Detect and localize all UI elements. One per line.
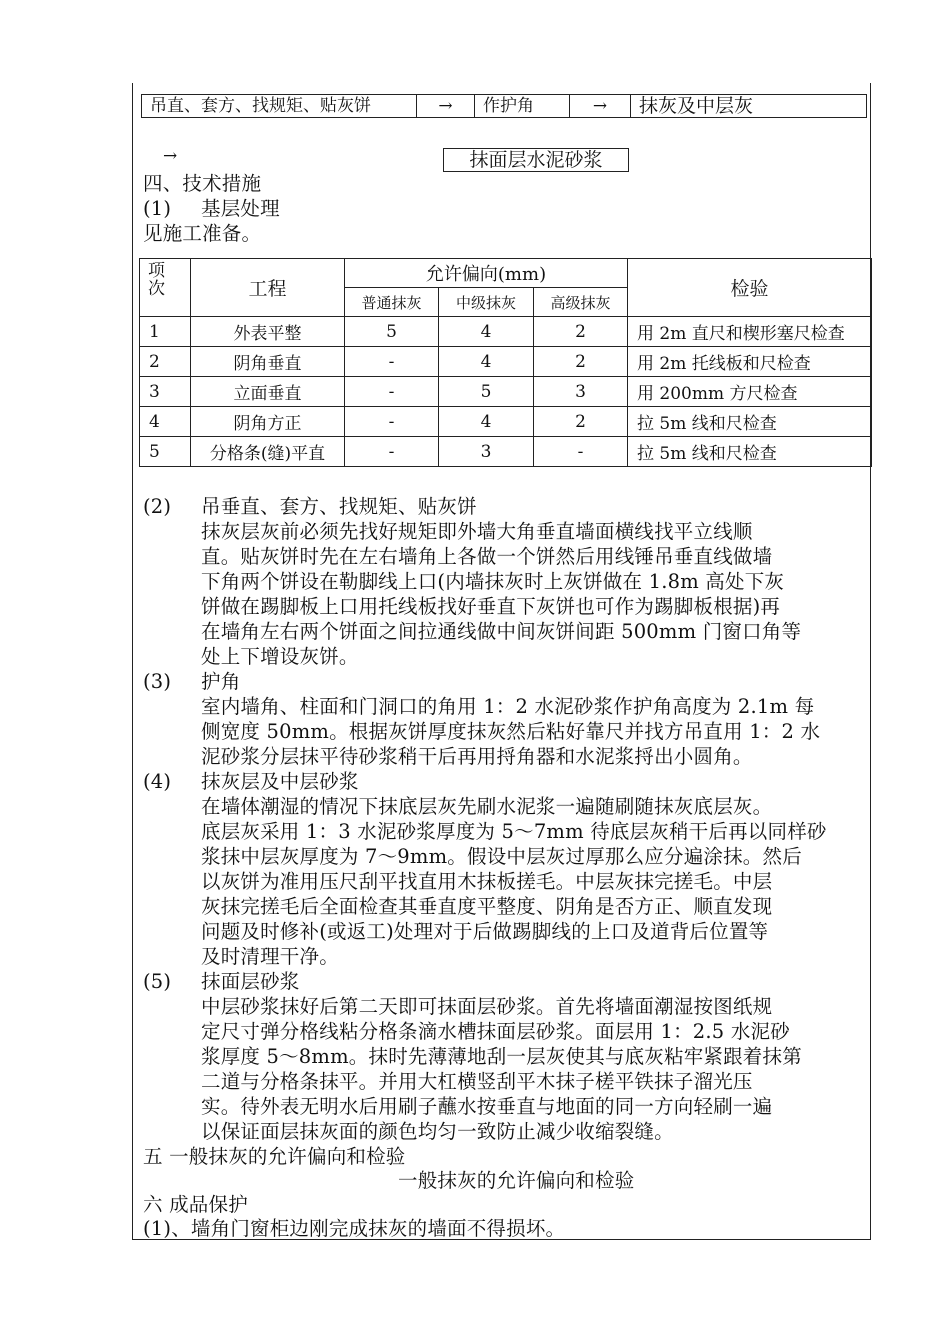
sub-1-title: 基层处理	[201, 197, 280, 220]
header-project: 工程	[191, 259, 345, 317]
cell-medium: 5	[439, 377, 534, 407]
header-normal: 普通抹灰	[345, 288, 439, 317]
cell-no: 1	[140, 317, 191, 347]
cell-inspect: 用 2m 托线板和尺检查	[628, 347, 872, 377]
cell-normal: -	[345, 407, 439, 437]
cell-inspect: 拉 5m 线和尺检查	[628, 437, 872, 467]
cell-normal: -	[345, 437, 439, 467]
cell-medium: 3	[439, 437, 534, 467]
sub-4-line: 及时清理干净。	[201, 945, 339, 968]
tolerance-table	[139, 258, 872, 467]
sub-4-title: 抹灰层及中层砂浆	[201, 770, 359, 793]
flow-step-3: 抹灰及中层灰	[630, 94, 867, 118]
cell-no: 3	[140, 377, 191, 407]
cell-no: 5	[140, 437, 191, 467]
cell-project: 分格条(缝)平直	[191, 437, 345, 467]
sub-4-num: (4)	[143, 770, 172, 793]
cell-normal: -	[345, 377, 439, 407]
table-row	[140, 317, 872, 347]
table-row	[140, 407, 872, 437]
table-row	[140, 347, 872, 377]
cell-no: 2	[140, 347, 191, 377]
section-6-title: 六 成品保护	[143, 1193, 248, 1216]
cell-normal: 5	[345, 317, 439, 347]
sub-2-line: 饼做在踢脚板上口用托线板找好垂直下灰饼也可作为踢脚板根据)再	[201, 595, 781, 618]
sub-2-line: 在墙角左右两个饼面之间拉通线做中间灰饼间距 500mm 门窗口角等	[201, 620, 802, 643]
cell-medium: 4	[439, 407, 534, 437]
sub-4-line: 以灰饼为准用压尺刮平找直用木抹板搓毛。中层灰抹完搓毛。中层	[201, 870, 773, 893]
cell-high: 2	[534, 347, 628, 377]
flow-step-4: 抹面层水泥砂浆	[443, 148, 629, 172]
header-item-line1: 项	[148, 261, 165, 281]
section-5-caption: 一般抹灰的允许偏向和检验	[398, 1169, 635, 1192]
flow-arrow-1: →	[416, 94, 475, 118]
sub-5-line: 以保证面层抹灰面的颜色均匀一致防止减少收缩裂缝。	[201, 1120, 674, 1143]
sub-5-line: 定尺寸弹分格线粘分格条滴水槽抹面层砂浆。面层用 1：2.5 水泥砂	[201, 1020, 790, 1043]
cell-high: 2	[534, 317, 628, 347]
sub-2-line: 下角两个饼设在勒脚线上口(内墙抹灰时上灰饼做在 1.8m 高处下灰	[201, 570, 785, 593]
sub-2-num: (2)	[143, 495, 172, 518]
sub-4-line: 浆抹中层灰厚度为 7～9mm。假设中层灰过厚那么应分遍涂抹。然后	[201, 845, 802, 868]
sub-4-line: 灰抹完搓毛后全面检查其垂直度平整度、阴角是否方正、顺直发现	[201, 895, 773, 918]
sub-4-line: 底层灰采用 1：3 水泥砂浆厚度为 5～7mm 待底层灰稍干后再以同样砂	[201, 820, 827, 843]
section-4-title: 四、技术措施	[143, 172, 262, 195]
sub-4-line: 问题及时修补(或返工)处理对于后做踢脚线的上口及道背后位置等	[201, 920, 769, 943]
sub-3-line: 侧宽度 50mm。根据灰饼厚度抹灰然后粘好靠尺并找方吊直用 1：2 水	[201, 720, 821, 743]
header-inspect: 检验	[628, 259, 872, 317]
table-row	[140, 437, 872, 467]
header-high: 高级抹灰	[534, 288, 628, 317]
cell-project: 外表平整	[191, 317, 345, 347]
sub-1-text: 见施工准备。	[143, 222, 262, 245]
cell-high: -	[534, 437, 628, 467]
cell-high: 2	[534, 407, 628, 437]
cell-inspect: 拉 5m 线和尺检查	[628, 407, 872, 437]
cell-project: 阴角方正	[191, 407, 345, 437]
flow-arrow-3: →	[163, 146, 178, 166]
cell-inspect: 用 200mm 方尺检查	[628, 377, 872, 407]
sub-2-line: 直。贴灰饼时先在左右墙角上各做一个饼然后用线锤吊垂直线做墙	[201, 545, 773, 568]
cell-medium: 4	[439, 347, 534, 377]
sub-2-line: 抹灰层灰前必须先找好规矩即外墙大角垂直墙面横线找平立线顺	[201, 520, 753, 543]
cell-high: 3	[534, 377, 628, 407]
sub-5-line: 实。待外表无明水后用刷子蘸水按垂直与地面的同一方向轻刷一遍	[201, 1095, 773, 1118]
flow-arrow-2: →	[569, 94, 631, 118]
cell-project: 阴角垂直	[191, 347, 345, 377]
cell-medium: 4	[439, 317, 534, 347]
sub-5-line: 中层砂浆抹好后第二天即可抹面层砂浆。首先将墙面潮湿按图纸规	[201, 995, 773, 1018]
flow-step-2: 作护角	[474, 94, 570, 118]
sub-5-line: 浆厚度 5～8mm。抹时先薄薄地刮一层灰使其与底灰粘牢紧跟着抹第	[201, 1045, 802, 1068]
sub-1-num: (1)	[143, 197, 172, 220]
sub-3-title: 护角	[201, 670, 241, 693]
sub-2-title: 吊垂直、套方、找规矩、贴灰饼	[201, 495, 477, 518]
section-5-title: 五 一般抹灰的允许偏向和检验	[143, 1145, 406, 1168]
header-item	[140, 259, 191, 317]
cell-no: 4	[140, 407, 191, 437]
sub-4-line: 在墙体潮湿的情况下抹底层灰先刷水泥浆一遍随刷随抹灰底层灰。	[201, 795, 773, 818]
header-medium: 中级抹灰	[439, 288, 534, 317]
sub-3-num: (3)	[143, 670, 172, 693]
sub-5-title: 抹面层砂浆	[201, 970, 300, 993]
sub-5-line: 二道与分格条抹平。并用大杠横竖刮平木抹子槎平铁抹子溜光压	[201, 1070, 753, 1093]
header-item-line2: 次	[148, 279, 165, 299]
sub-2-line: 处上下增设灰饼。	[201, 645, 359, 668]
table-row	[140, 377, 872, 407]
flow-step-1: 吊直、套方、找规矩、贴灰饼	[141, 94, 417, 118]
cell-inspect: 用 2m 直尺和楔形塞尺检查	[628, 317, 872, 347]
sub-3-line: 泥砂浆分层抹平待砂浆稍干后再用捋角器和水泥浆捋出小圆角。	[201, 745, 753, 768]
sub-3-line: 室内墙角、柱面和门洞口的角用 1：2 水泥砂浆作护角高度为 2.1m 每	[201, 695, 815, 718]
sub-5-num: (5)	[143, 970, 172, 993]
cell-normal: -	[345, 347, 439, 377]
cell-project: 立面垂直	[191, 377, 345, 407]
section-6-item-1: (1)、墙角门窗柜边刚完成抹灰的墙面不得损坏。	[143, 1217, 566, 1240]
header-tolerance: 允许偏向(mm)	[345, 259, 628, 288]
